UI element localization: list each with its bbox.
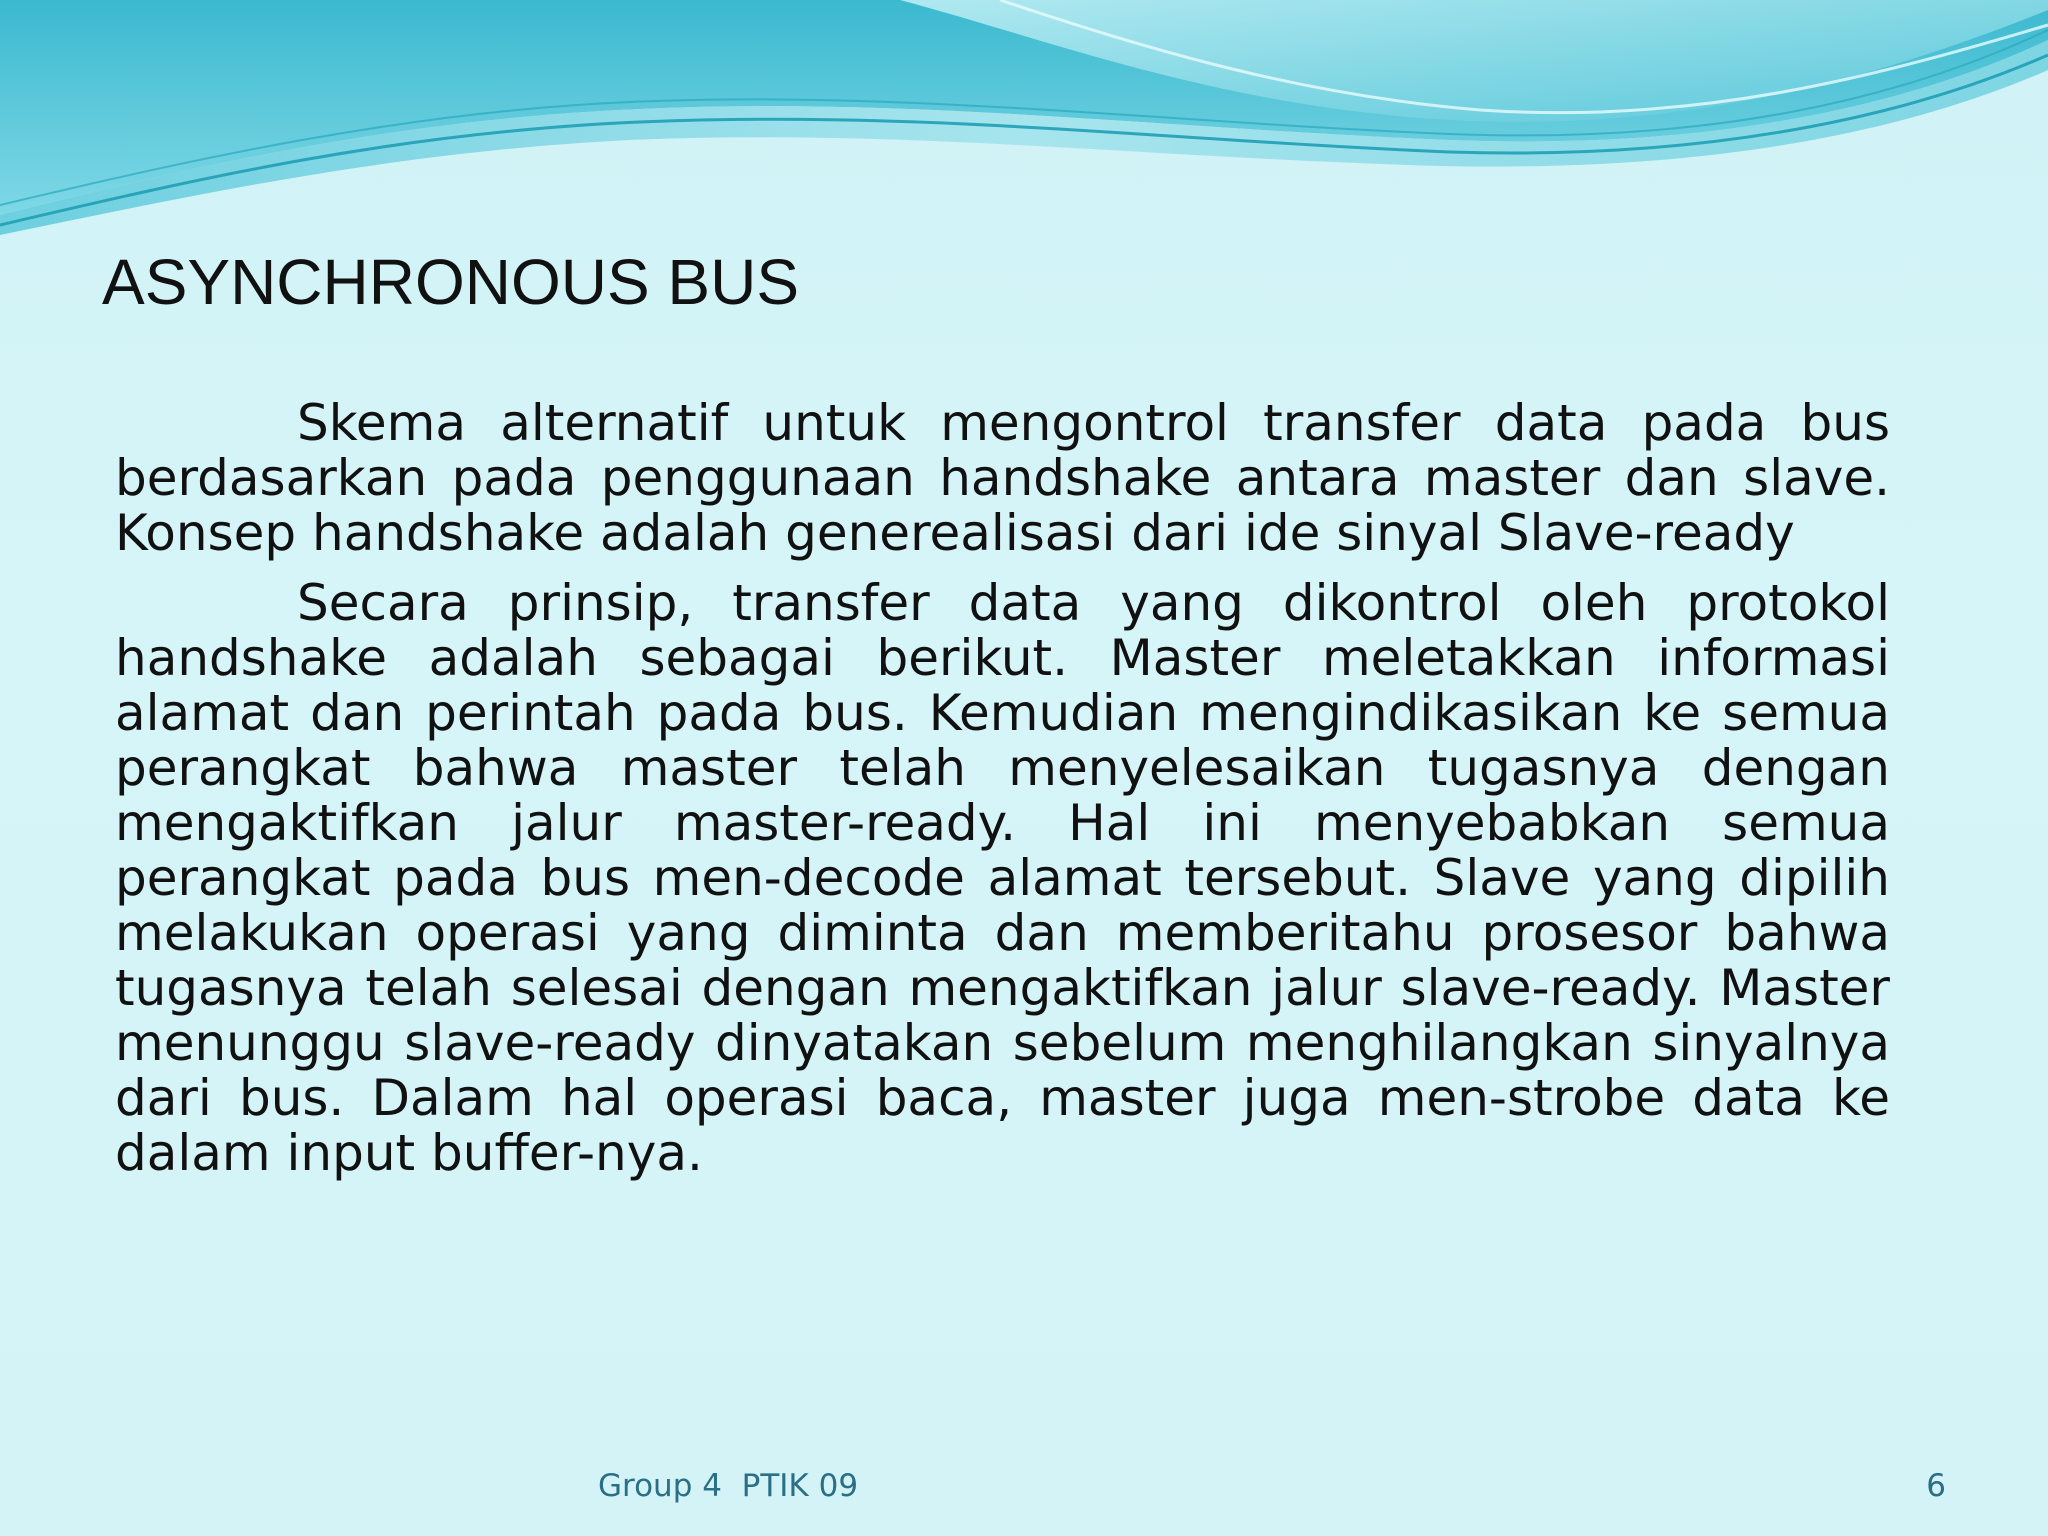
slide-title: ASYNCHRONOUS BUS [102, 246, 799, 318]
body-paragraph-2: Secara prinsip, transfer data yang dikontrol oleh protokol handshake adalah sebagai berikut. Master meletakkan informasi alamat dan perintah pada bus. Kemudian mengindikasikan ke semua perangkat bahwa master telah menyelesaikan tugasnya dengan mengaktifkan jalur master-ready. Hal ini menyebabkan semua perangkat pada bus men-decode alamat tersebut. Slave yang dipilih melakukan operasi yang diminta dan memberitahu prosesor bahwa tugasnya telah selesai dengan mengaktifkan jalur slave-ready. Master menunggu slave-ready dinyatakan sebelum menghilangkan sinyalnya dari bus. Dalam hal operasi baca, master juga men-strobe data ke dalam input buffer-nya. [115, 574, 1890, 1182]
body-paragraph-1: Skema alternatif untuk mengontrol transfer data pada bus berdasarkan pada penggunaan handshake antara master dan slave. Konsep handshake adalah generealisasi dari ide sinyal Slave-ready [115, 394, 1890, 562]
decorative-wave-header [0, 0, 2048, 260]
slide-body [115, 396, 1890, 1196]
page-number: 6 [1926, 1468, 1946, 1504]
slide-footer: Group 4 PTIK 09 [598, 1468, 859, 1504]
